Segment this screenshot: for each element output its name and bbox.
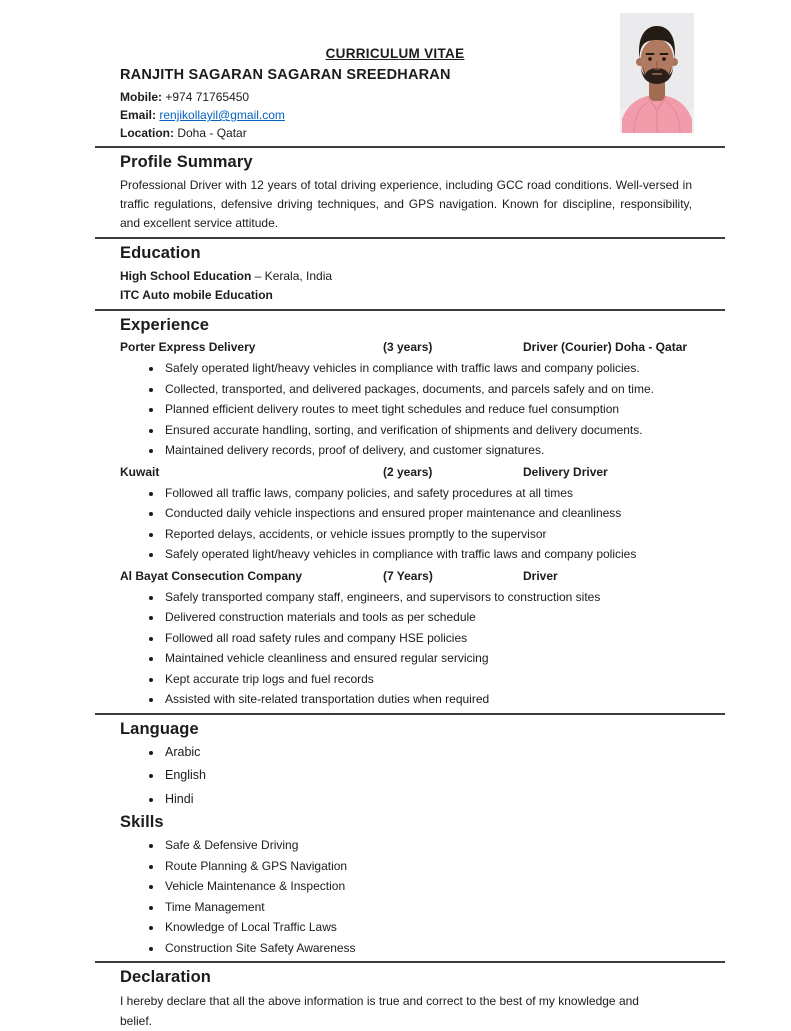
skill-item: • Knowledge of Local Traffic Laws bbox=[163, 918, 720, 937]
job-duration: (2 years) bbox=[383, 464, 433, 479]
job-company: Kuwait bbox=[120, 464, 160, 479]
language-item: • Arabic bbox=[163, 743, 720, 762]
job-bullet: • Maintained vehicle cleanliness and ensured regular servicing bbox=[163, 649, 720, 668]
job-bullet: • Collected, transported, and delivered packages, documents, and parcels safely and on time. bbox=[163, 380, 720, 399]
skills-heading: Skills bbox=[120, 813, 164, 831]
applicant-name: RANJITH SAGARAN SAGARAN SREEDHARAN bbox=[120, 67, 451, 83]
job-company: Al Bayat Consecution Company bbox=[120, 568, 303, 583]
section-divider bbox=[95, 713, 725, 715]
location-label: Location: bbox=[120, 126, 174, 140]
job-role: Driver (Courier) Doha - Qatar bbox=[523, 340, 688, 354]
job-role: Delivery Driver bbox=[523, 464, 608, 479]
declaration-text: I hereby declare that all the above information is true and correct to the best of my knowledge and belief. bbox=[120, 994, 639, 1028]
section-divider bbox=[95, 961, 725, 963]
job-bullet: • Safely operated light/heavy vehicles in compliance with traffic laws and company policies bbox=[163, 545, 720, 564]
portrait-illustration bbox=[620, 13, 694, 133]
skill-item: • Safe & Defensive Driving bbox=[163, 836, 720, 855]
declaration-heading: Declaration bbox=[120, 968, 211, 986]
section-divider bbox=[95, 237, 725, 239]
job-bullet: • Safely operated light/heavy vehicles in compliance with traffic laws and company policies. bbox=[163, 359, 720, 378]
skills-list bbox=[120, 836, 720, 957]
job-header bbox=[120, 339, 720, 356]
mobile-label: Mobile: bbox=[120, 90, 162, 104]
job-bullet: • Conducted daily vehicle inspections and ensured proper maintenance and cleanliness bbox=[163, 504, 720, 523]
job-bullet: • Reported delays, accidents, or vehicle issues promptly to the supervisor bbox=[163, 525, 720, 544]
job-bullet: • Ensured accurate handling, sorting, and verification of shipments and delivery documents. bbox=[163, 421, 720, 440]
job-bullet-list bbox=[120, 588, 720, 709]
email-link[interactable]: renjikollayil@gmail.com bbox=[159, 108, 285, 122]
mobile-value: +974 71765450 bbox=[165, 90, 250, 104]
education-item-title: High School Education bbox=[120, 269, 252, 283]
job-bullet: • Followed all road safety rules and company HSE policies bbox=[163, 629, 720, 648]
job-bullet-list bbox=[120, 484, 720, 564]
section-divider bbox=[95, 146, 725, 148]
job-bullet: • Delivered construction materials and tools as per schedule bbox=[163, 608, 720, 627]
experience-heading: Experience bbox=[120, 316, 210, 334]
job-role: Driver bbox=[523, 568, 558, 583]
language-list bbox=[120, 743, 720, 809]
skill-item: • Construction Site Safety Awareness bbox=[163, 939, 720, 958]
language-heading: Language bbox=[120, 719, 199, 738]
education-item-detail: – Kerala, India bbox=[251, 269, 333, 283]
cv-content bbox=[120, 46, 720, 1031]
skill-item: • Route Planning & GPS Navigation bbox=[163, 857, 720, 876]
profile-photo bbox=[620, 13, 694, 133]
job-bullet: • Assisted with site-related transportation duties when required bbox=[163, 690, 720, 709]
profile-summary-text: Professional Driver with 12 years of total driving experience, including GCC road conditions. Well-versed in traffic regulations, defensive driving techniques, and GPS navigation. Known for discipline, responsibility, and excellent service attitude. bbox=[120, 178, 692, 230]
job-bullet-list bbox=[120, 359, 720, 460]
location-value: Doha - Qatar bbox=[177, 126, 247, 140]
education-item-title: ITC Auto mobile Education bbox=[120, 288, 273, 302]
language-item: • Hindi bbox=[163, 790, 720, 809]
job-duration: (7 Years) bbox=[383, 568, 433, 583]
job-duration: (3 years) bbox=[383, 340, 433, 354]
job-bullet: • Planned efficient delivery routes to meet tight schedules and reduce fuel consumption bbox=[163, 400, 720, 419]
education-item bbox=[120, 286, 720, 305]
job-bullet: • Safely transported company staff, engineers, and supervisors to construction sites bbox=[163, 588, 720, 607]
job-company: Porter Express Delivery bbox=[120, 340, 256, 354]
education-heading: Education bbox=[120, 244, 201, 262]
job-bullet: • Kept accurate trip logs and fuel records bbox=[163, 670, 720, 689]
job-bullet: • Maintained delivery records, proof of delivery, and customer signatures. bbox=[163, 441, 720, 460]
page-title: CURRICULUM VITAE bbox=[325, 46, 465, 61]
email-label: Email: bbox=[120, 108, 157, 122]
job-header bbox=[120, 464, 720, 481]
section-divider bbox=[95, 309, 725, 311]
education-item bbox=[120, 267, 720, 286]
job-bullet: • Followed all traffic laws, company policies, and safety procedures at all times bbox=[163, 484, 720, 503]
job-header bbox=[120, 568, 720, 585]
language-item: • English bbox=[163, 766, 720, 785]
skill-item: • Time Management bbox=[163, 898, 720, 917]
skill-item: • Vehicle Maintenance & Inspection bbox=[163, 877, 720, 896]
profile-summary-heading: Profile Summary bbox=[120, 153, 253, 171]
